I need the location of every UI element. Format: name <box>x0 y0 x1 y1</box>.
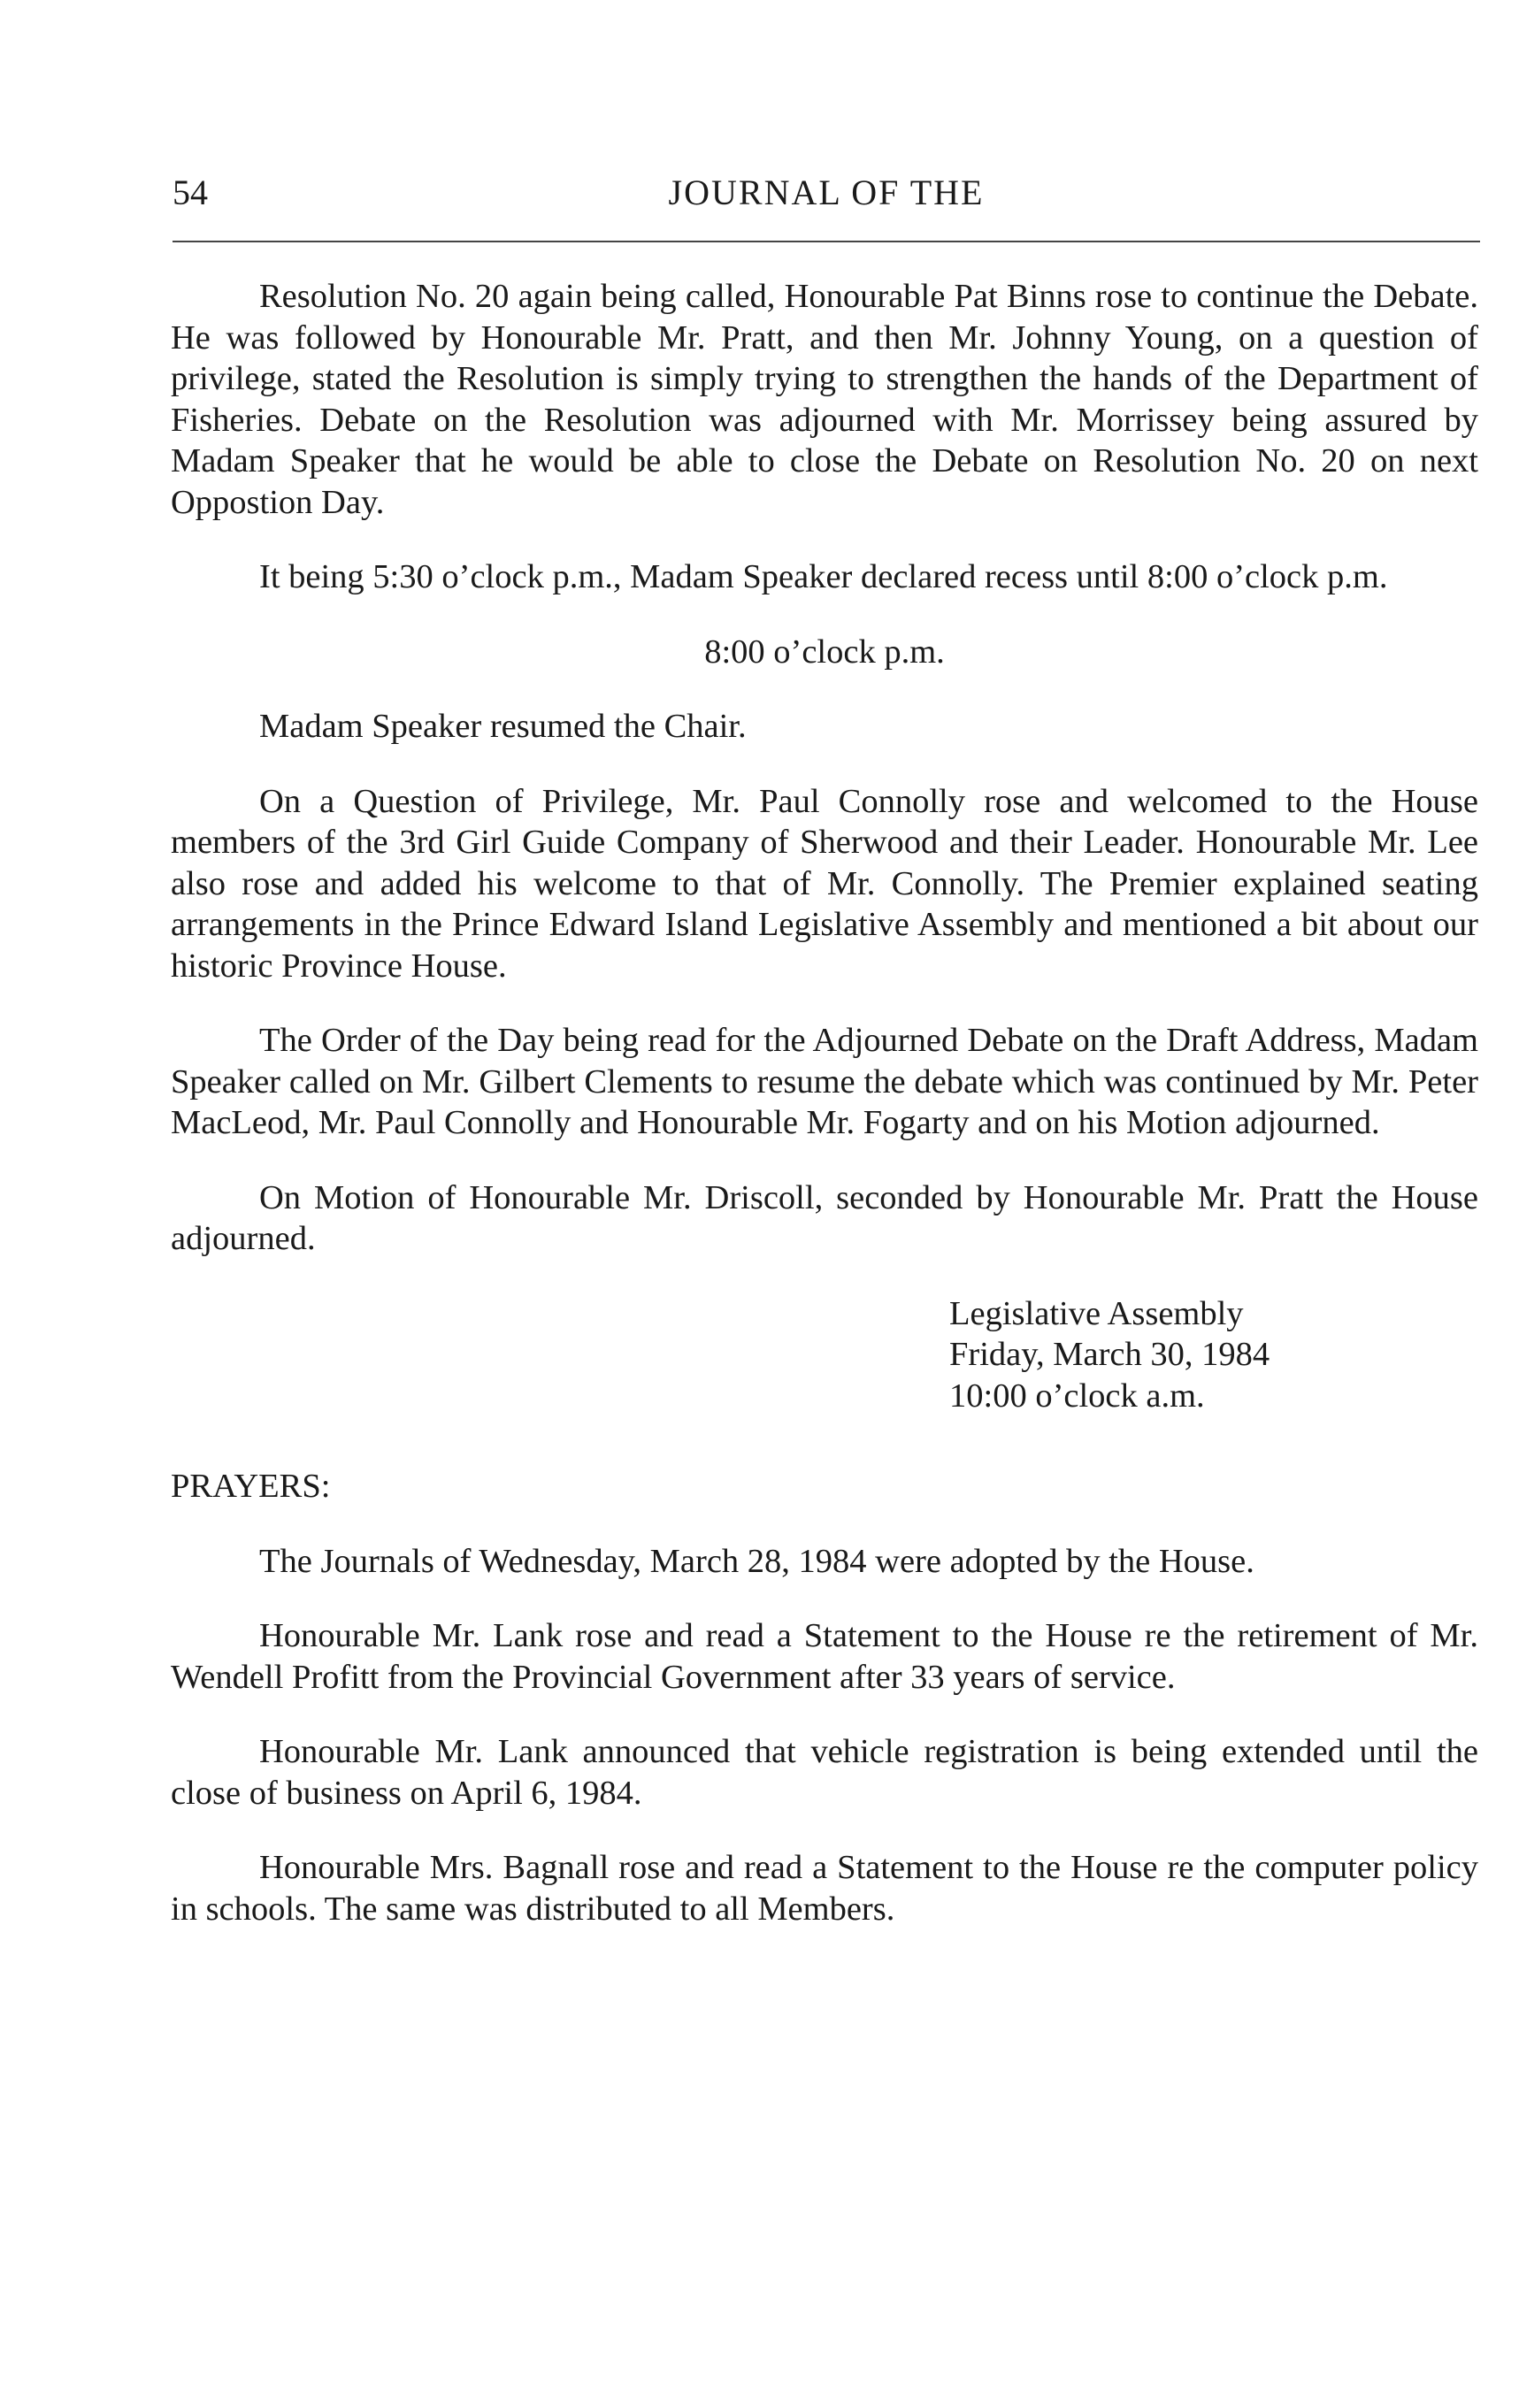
paragraph-computer-policy: Honourable Mrs. Bagnall rose and read a Statement to the House re the computer policy in schools. The same was distributed to all Members. <box>171 1849 1478 1928</box>
journal-body <box>171 276 1478 1963</box>
paragraph-recess: It being 5:30 o’clock p.m., Madam Speaker declared recess until 8:00 o’clock p.m. <box>259 558 1388 595</box>
paragraph-adjournment: On Motion of Honourable Mr. Driscoll, seconded by Honourable Mr. Pratt the House adjourned. <box>171 1178 1478 1257</box>
paragraph-question-of-privilege: On a Question of Privilege, Mr. Paul Connolly rose and welcomed to the House members of the 3rd Girl Guide Company of Sherwood and their Leader. Honourable Mr. Lee also rose and added his welcome to that of Mr. Connolly. The Premier explained seating arrangements in the Prince Edward Island Legislative Assembly and mentioned a bit about our historic Province House. <box>171 782 1478 985</box>
paragraph-retirement-statement: Honourable Mr. Lank rose and read a Statement to the House re the retirement of Mr. Wendell Profitt from the Provincial Government after 33 years of service. <box>171 1617 1478 1696</box>
header-divider <box>173 241 1480 242</box>
session-dateline <box>171 1293 1478 1417</box>
prayers-heading: PRAYERS: <box>171 1468 331 1505</box>
paragraph-journals-adopted: The Journals of Wednesday, March 28, 1984 were adopted by the House. <box>259 1542 1254 1580</box>
paragraph-vehicle-registration: Honourable Mr. Lank announced that vehicle registration is being extended until the close of business on April 6, 1984. <box>171 1733 1478 1812</box>
dateline-assembly: Legislative Assembly <box>949 1294 1244 1332</box>
paragraph-speaker-resumed: Madam Speaker resumed the Chair. <box>259 708 747 745</box>
paragraph-order-of-day: The Order of the Day being read for the Adjourned Debate on the Draft Address, Madam Speaker called on Mr. Gilbert Clements to resume the debate which was continued by Mr. Peter MacLeod, Mr. Paul Connolly and Honourable Mr. Fogarty and on his Motion adjourned. <box>171 1022 1478 1141</box>
dateline-time: 10:00 o’clock a.m. <box>949 1377 1205 1415</box>
page-number: 54 <box>173 173 208 212</box>
time-heading: 8:00 o’clock p.m. <box>704 633 945 671</box>
dateline-date: Friday, March 30, 1984 <box>949 1336 1270 1373</box>
paragraph-resolution-debate: Resolution No. 20 again being called, Honourable Pat Binns rose to continue the Debate. He was followed by Honourable Mr. Pratt, and then Mr. Johnny Young, on a question of privilege, stated the Resolution is simply trying to strengthen the hands of the Department of Fisheries. Debate on the Resolution was adjourned with Mr. Morrissey being assured by Madam Speaker that he would be able to close the Debate on Resolution No. 20 on next Oppostion Day. <box>171 278 1478 521</box>
running-head-title: JOURNAL OF THE <box>668 173 985 212</box>
